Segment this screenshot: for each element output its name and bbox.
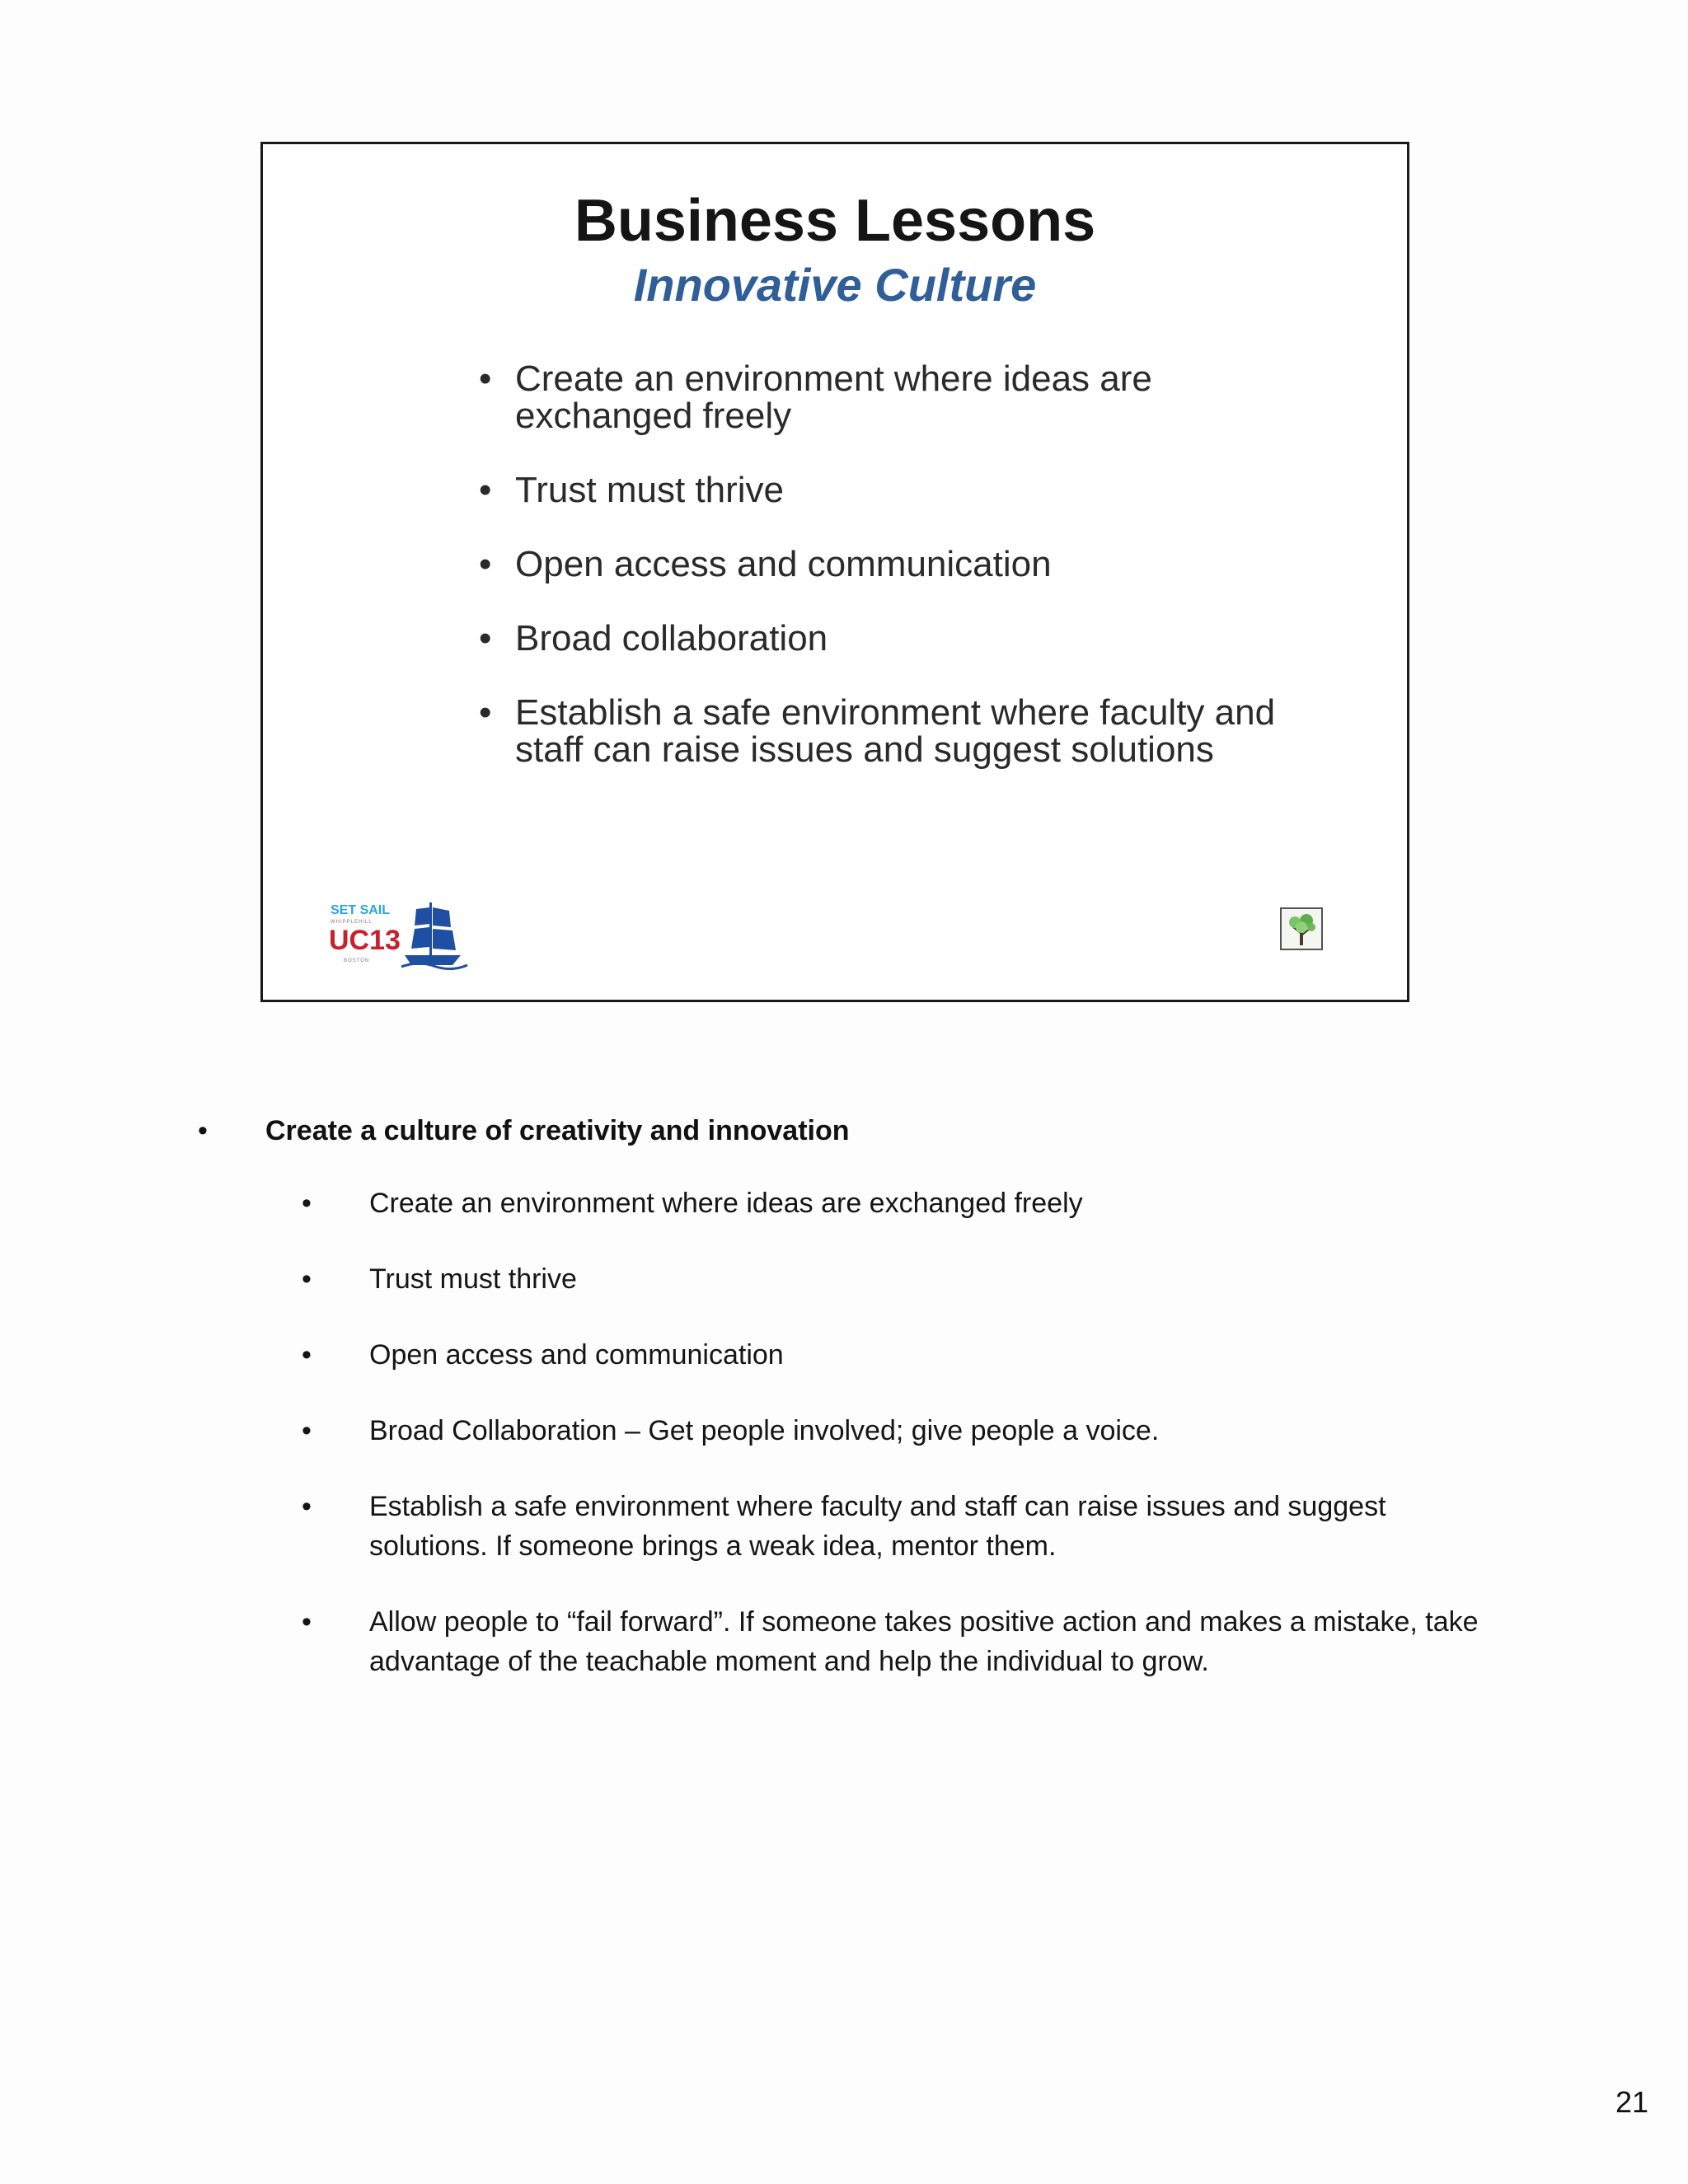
speaker-notes [198, 1114, 1484, 1718]
page-number: 21 [1615, 2085, 1648, 2119]
tree-icon [1280, 907, 1323, 950]
notes-item: • Broad Collaboration – Get people involved; give people a voice. [302, 1411, 1484, 1451]
ship-icon [401, 902, 467, 969]
logo-bottom-text: BOSTON [344, 958, 370, 963]
slide-bullet: • Establish a safe environment where faculty and staff can raise issues and suggest solutions [479, 694, 1311, 768]
conference-logo [329, 896, 469, 970]
slide-bullet: • Open access and communication [479, 546, 1311, 583]
slide-subtitle: Innovative Culture [633, 259, 1037, 311]
notes-item: • Create an environment where ideas are exchanged freely [302, 1183, 1484, 1223]
notes-list [302, 1183, 1484, 1681]
notes-item: • Establish a safe environment where faculty and staff can raise issues and suggest solutions. If someone brings a weak idea, mentor them. [302, 1487, 1484, 1566]
slide-bullet: • Create an environment where ideas are exchanged freely [479, 360, 1311, 434]
slide-bullet: • Trust must thrive [479, 471, 1311, 509]
notes-heading: • Create a culture of creativity and innovation [198, 1114, 1484, 1147]
slide-image [260, 142, 1409, 1002]
slide-bullet-list [479, 360, 1311, 805]
logo-small-text: WHIPPLEHILL [331, 920, 373, 925]
logo-main-text: UC13 [329, 925, 401, 956]
notes-item: • Open access and communication [302, 1335, 1484, 1375]
logo-top-text: SET SAIL [331, 903, 391, 917]
slide-title: Business Lessons [574, 188, 1096, 254]
notes-item: • Allow people to “fail forward”. If someone takes positive action and makes a mistake, take advantage of the teachable moment and help the individual to grow. [302, 1602, 1484, 1681]
notes-item: • Trust must thrive [302, 1259, 1484, 1299]
slide-bullet: • Broad collaboration [479, 620, 1311, 657]
